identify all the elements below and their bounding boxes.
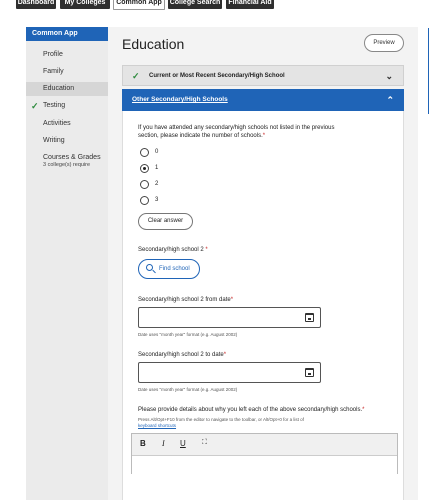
radio-label: 2 [155, 181, 159, 187]
school2-label-text: Secondary/high school 2 [138, 247, 204, 253]
sidebar-item-testing[interactable] [26, 99, 108, 113]
required-mark: * [223, 352, 227, 358]
details-label-text: Please provide details about why you left each of the above secondary/high schools. [138, 407, 363, 413]
from-date-input[interactable] [138, 307, 321, 328]
editor-hint-text: Press Alt/Opt+F10 from the editor to navigate to the toolbar, or Alt/Opt+0 for a list of [138, 417, 304, 422]
school-count-question [138, 124, 353, 140]
radio-label: 0 [155, 149, 159, 155]
radio-0[interactable] [140, 148, 149, 157]
radio-2[interactable] [140, 180, 149, 189]
sidebar-item-profile[interactable] [26, 48, 108, 62]
sidebar-item-writing[interactable] [26, 134, 108, 148]
chevron-up-icon: ⌃ [386, 95, 394, 105]
to-date-input[interactable] [138, 362, 321, 383]
required-mark: * [362, 407, 365, 413]
radio-label: 1 [155, 165, 159, 171]
find-school-label: Find school [159, 266, 190, 272]
tab-financial-aid[interactable]: Financial Aid [226, 0, 274, 9]
editor-hint [138, 417, 388, 429]
fullscreen-icon[interactable]: ⛶ [202, 439, 207, 446]
question-text: If you have attended any secondary/high schools not listed in the previous section, please indicate the number of schools. [138, 125, 335, 139]
top-nav [0, 0, 436, 10]
calendar-icon[interactable] [305, 368, 314, 377]
tab-common-app[interactable]: Common App [113, 0, 165, 10]
radio-1[interactable] [140, 164, 149, 173]
required-mark: * [230, 297, 234, 303]
search-icon-handle [152, 270, 156, 274]
tab-college-search[interactable]: College Search [168, 0, 222, 9]
editor-toolbar [132, 434, 397, 456]
from-date-label [138, 297, 233, 303]
required-mark: * [205, 247, 208, 253]
sidebar [26, 27, 108, 500]
sidebar-item-activities[interactable] [26, 117, 108, 131]
keyboard-shortcuts-link[interactable]: keyboard shortcuts [138, 423, 177, 428]
sidebar-item-label: Testing [43, 102, 66, 109]
tab-dashboard[interactable]: Dashboard [16, 0, 56, 9]
section-current-school[interactable] [122, 65, 404, 86]
page-title: Education [122, 36, 185, 52]
sidebar-item-education[interactable] [26, 82, 108, 96]
details-label [138, 407, 388, 413]
sidebar-item-label: Education [43, 85, 75, 92]
section-panel [122, 111, 404, 500]
preview-button[interactable]: Preview [364, 34, 404, 52]
from-date-label-text: Secondary/high school 2 from date [138, 297, 231, 303]
sidebar-item-label: Courses & Grades [43, 154, 101, 161]
sidebar-item-courses-grades[interactable] [26, 151, 108, 171]
sidebar-item-label: Writing [43, 137, 65, 144]
school2-label [138, 247, 208, 253]
sidebar-item-sublabel: 3 college(s) require [43, 162, 91, 168]
underline-button[interactable]: U [180, 439, 186, 448]
radio-label: 3 [155, 197, 159, 203]
required-mark: * [262, 133, 266, 139]
main-content [108, 27, 418, 500]
section-title: Other Secondary/High Schools [132, 96, 228, 103]
section-other-schools[interactable] [122, 89, 404, 111]
radio-3[interactable] [140, 196, 149, 205]
sidebar-item-label: Family [43, 68, 64, 75]
chevron-down-icon: ⌄ [385, 71, 393, 81]
from-date-hint: Date uses "month year" format (e.g. August 2002) [138, 332, 238, 337]
check-icon: ✓ [132, 71, 140, 81]
sidebar-item-family[interactable] [26, 65, 108, 79]
sidebar-item-label: Activities [43, 120, 71, 127]
find-school-button[interactable] [138, 259, 200, 279]
tab-my-colleges[interactable]: My Colleges [60, 0, 110, 9]
section-title: Current or Most Recent Secondary/High School [149, 73, 285, 79]
sidebar-header[interactable]: Common App [26, 27, 108, 41]
bold-button[interactable]: B [140, 439, 146, 448]
right-side-panel [428, 28, 436, 114]
to-date-label-text: Secondary/high school 2 to date [138, 352, 224, 358]
sidebar-item-label: Profile [43, 51, 63, 58]
clear-answer-button[interactable]: Clear answer [138, 213, 193, 230]
check-icon: ✓ [31, 101, 39, 111]
to-date-label [138, 352, 226, 358]
details-editor[interactable] [131, 433, 398, 474]
to-date-hint: Date uses "month year" format (e.g. August 2002) [138, 387, 238, 392]
italic-button[interactable]: I [162, 439, 165, 448]
calendar-icon[interactable] [305, 313, 314, 322]
